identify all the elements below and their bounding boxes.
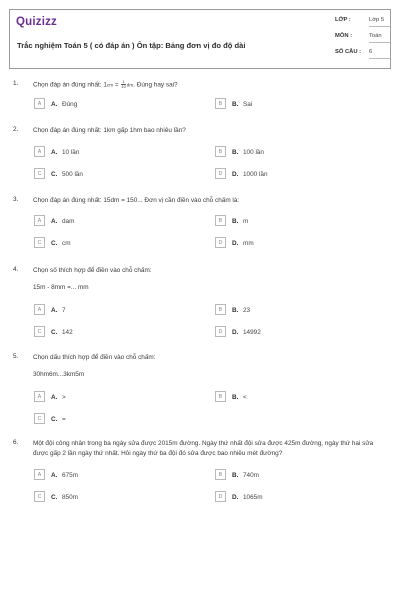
q3-option-a[interactable]: [34, 215, 204, 227]
meta-subject-value: Toán: [369, 33, 382, 39]
q1-option-b[interactable]: [215, 98, 385, 110]
q1-unit-dm: dm: [126, 82, 134, 88]
q5-option-b[interactable]: [215, 391, 385, 403]
option-box[interactable]: B: [215, 304, 226, 315]
option-letter: D.: [232, 170, 239, 178]
option-letter: D.: [232, 328, 239, 336]
option-box[interactable]: B: [215, 146, 226, 157]
q1-text-before: Chọn đáp án đúng nhất: 1: [33, 81, 107, 89]
q1-text-after: . Đúng hay sai?: [133, 81, 178, 89]
option-letter: D.: [232, 493, 239, 501]
meta-grade: [335, 17, 395, 29]
option-text: =: [62, 415, 66, 423]
meta-count-underline: [369, 58, 391, 59]
question-text: [33, 80, 389, 90]
q4-option-d[interactable]: [215, 326, 385, 338]
option-box[interactable]: B: [215, 98, 226, 109]
option-letter: A.: [51, 217, 58, 225]
meta-grade-underline: [369, 26, 391, 27]
q3-option-d[interactable]: [215, 237, 385, 249]
option-text: 100 lần: [243, 148, 264, 156]
option-box[interactable]: C: [34, 491, 45, 502]
meta-grade-value: Lớp 5: [369, 17, 385, 23]
q3-option-b[interactable]: [215, 215, 385, 227]
worksheet-title: Trắc nghiệm Toán 5 ( có đáp án ) Ôn tập: Bảng đơn vị đo độ dài: [17, 41, 246, 50]
option-box[interactable]: C: [34, 326, 45, 337]
meta-subject-underline: [369, 42, 391, 43]
worksheet-header: [9, 9, 391, 69]
q4-option-c[interactable]: [34, 326, 204, 338]
option-text: mm: [243, 239, 254, 247]
question-expression: 15m - 8mm =... mm: [33, 284, 89, 291]
q4-option-a[interactable]: [34, 304, 204, 316]
question-text: Chọn đáp án đúng nhất: 1km gấp 1hm bao nhiêu lần?: [33, 127, 186, 134]
option-box[interactable]: A: [34, 146, 45, 157]
option-letter: C.: [51, 328, 58, 336]
q1-unit-cm: cm: [106, 82, 114, 88]
option-letter: B.: [232, 393, 239, 401]
meta-count-value: 6: [369, 49, 373, 55]
question-text: Chọn số thích hợp để điền vào chỗ chấm:: [33, 267, 152, 274]
option-box[interactable]: B: [215, 469, 226, 480]
question-number: 1.: [13, 80, 19, 87]
option-text: 1000 lần: [243, 170, 268, 178]
option-letter: A.: [51, 148, 58, 156]
option-text: cm: [62, 239, 71, 247]
option-box[interactable]: D: [215, 168, 226, 179]
option-box[interactable]: D: [215, 491, 226, 502]
question-expression: 30hm6m...3km5m: [33, 371, 85, 378]
option-letter: C.: [51, 239, 58, 247]
option-box[interactable]: C: [34, 237, 45, 248]
q1-fraction: [121, 80, 125, 89]
option-text: 1065m: [243, 493, 263, 501]
option-box[interactable]: C: [34, 168, 45, 179]
question-number: 4.: [13, 266, 19, 273]
question-number: 5.: [13, 353, 19, 360]
option-letter: A.: [51, 100, 58, 108]
option-text: 142: [62, 328, 73, 336]
meta-count: [335, 49, 395, 61]
question-text: Chọn dấu thích hợp để điền vào chỗ chấm:: [33, 354, 156, 361]
question-number: 2.: [13, 126, 19, 133]
option-box[interactable]: D: [215, 326, 226, 337]
q5-option-a[interactable]: [34, 391, 204, 403]
q1-option-a[interactable]: [34, 98, 204, 110]
option-text: 675m: [62, 471, 78, 479]
option-box[interactable]: D: [215, 237, 226, 248]
question-number: 6.: [13, 439, 19, 446]
fraction-numerator: 1: [122, 79, 125, 84]
meta-grade-label: LỚP :: [335, 17, 351, 23]
fraction-denominator: 10: [121, 84, 126, 90]
option-letter: B.: [232, 217, 239, 225]
option-box[interactable]: A: [34, 215, 45, 226]
q1-equals: =: [113, 81, 121, 89]
option-box[interactable]: A: [34, 391, 45, 402]
meta-count-label: SỐ CÂU :: [335, 49, 362, 55]
option-letter: B.: [232, 306, 239, 314]
option-text: m: [243, 217, 249, 225]
option-letter: B.: [232, 100, 239, 108]
option-box[interactable]: C: [34, 413, 45, 424]
option-text: >: [62, 393, 66, 401]
q2-option-c[interactable]: [34, 168, 204, 180]
question-text: Chọn đáp án đúng nhất: 15dm = 150... Đơn vị cần điền vào chỗ chấm là:: [33, 197, 240, 204]
option-letter: C.: [51, 493, 58, 501]
q5-option-c[interactable]: [34, 413, 204, 425]
option-letter: C.: [51, 170, 58, 178]
option-text: dam: [62, 217, 75, 225]
q2-option-d[interactable]: [215, 168, 385, 180]
option-letter: D.: [232, 239, 239, 247]
option-text: 850m: [62, 493, 78, 501]
question-text: Một đội công nhân trong ba ngày sửa được 2015m đường. Ngày thứ nhất đội sửa được 425m đường, ngày thứ hai sửa được gấp 2 lần ngày thứ nhất. Hỏi ngày thứ ba đội đó sửa được bao nhiêu mét đường?: [33, 440, 374, 457]
option-letter: B.: [232, 148, 239, 156]
q6-option-a[interactable]: [34, 469, 204, 481]
meta-subject-label: MÔN :: [335, 33, 353, 39]
quizizz-logo: Quizizz: [16, 16, 58, 28]
option-letter: B.: [232, 471, 239, 479]
option-box[interactable]: A: [34, 98, 45, 109]
q6-option-b[interactable]: [215, 469, 385, 481]
option-letter: C.: [51, 415, 58, 423]
option-letter: A.: [51, 306, 58, 314]
option-box[interactable]: B: [215, 391, 226, 402]
option-text: 10 lần: [62, 148, 80, 156]
option-text: Đúng: [62, 100, 78, 108]
meta-subject: [335, 33, 395, 45]
option-text: 500 lần: [62, 170, 83, 178]
option-text: 14992: [243, 328, 261, 336]
option-text: <: [243, 393, 247, 401]
q6-option-d[interactable]: [215, 491, 385, 503]
q3-option-c[interactable]: [34, 237, 204, 249]
q2-option-b[interactable]: [215, 146, 385, 158]
option-letter: A.: [51, 471, 58, 479]
q6-option-c[interactable]: [34, 491, 204, 503]
option-box[interactable]: A: [34, 469, 45, 480]
option-text: 740m: [243, 471, 259, 479]
q4-option-b[interactable]: [215, 304, 385, 316]
option-text: 23: [243, 306, 251, 314]
q2-option-a[interactable]: [34, 146, 204, 158]
option-box[interactable]: A: [34, 304, 45, 315]
question-number: 3.: [13, 196, 19, 203]
option-text: 7: [62, 306, 66, 314]
option-text: Sai: [243, 100, 253, 108]
option-letter: A.: [51, 393, 58, 401]
option-box[interactable]: B: [215, 215, 226, 226]
